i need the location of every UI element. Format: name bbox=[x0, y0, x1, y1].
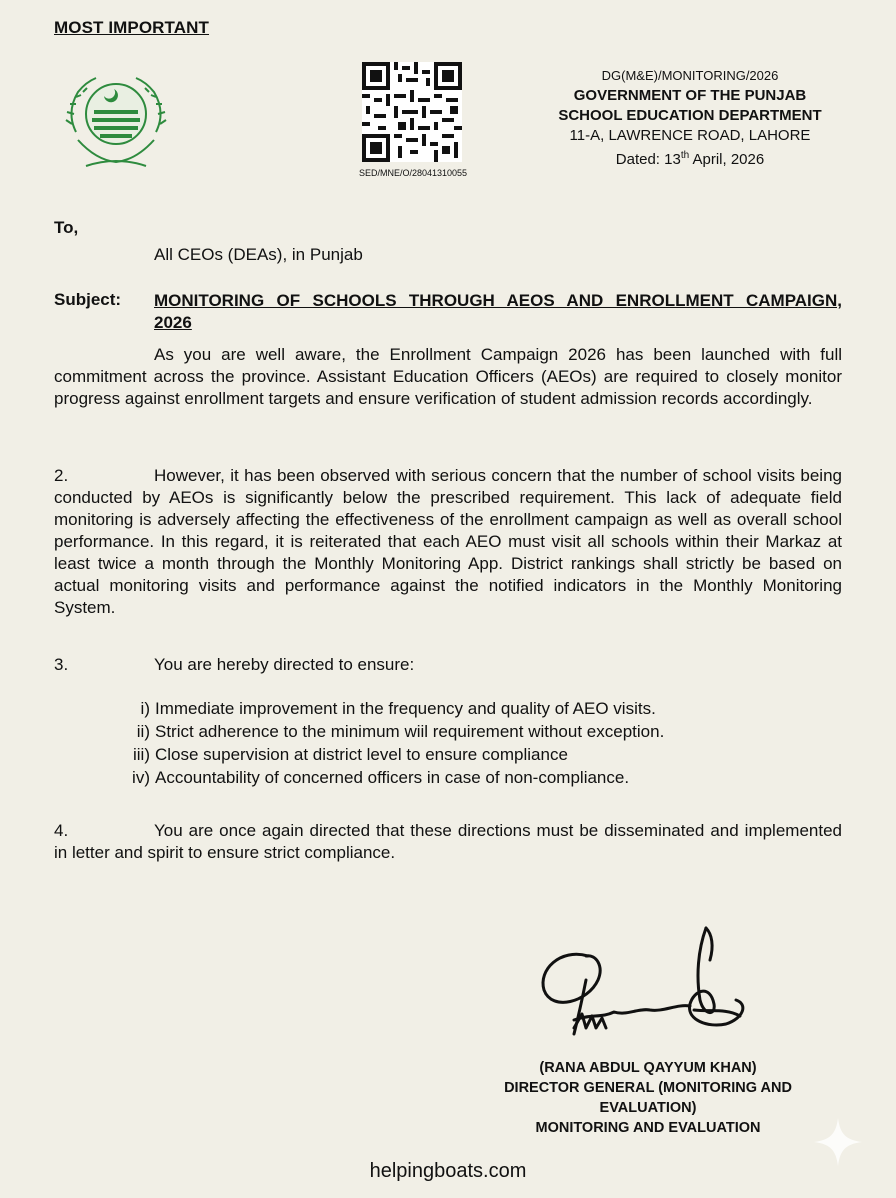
subject-line-2: 2026 bbox=[154, 313, 192, 332]
signatory-office: MONITORING AND EVALUATION bbox=[535, 1120, 761, 1136]
qr-code bbox=[362, 62, 462, 162]
to-label: To, bbox=[54, 218, 79, 237]
department-name: SCHOOL EDUCATION DEPARTMENT bbox=[558, 107, 822, 124]
subject-label: Subject: bbox=[54, 290, 122, 309]
paragraph-4-number: 4. bbox=[54, 821, 69, 840]
qr-caption: SED/MNE/O/28041310055 bbox=[358, 168, 468, 178]
signatory-name: (RANA ABDUL QAYYUM KHAN) bbox=[539, 1060, 757, 1076]
subject-line-1: MONITORING OF SCHOOLS THROUGH AEOS AND ENROLLMENT CAMPAIGN, bbox=[154, 291, 842, 310]
paragraph-3: 3. You are hereby directed to ensure: bbox=[54, 655, 415, 674]
paragraph-2: 2. However, it has been observed with serious concern that the number of school visits being conducted by AEOs is significantly below the prescribed requirement. This lack of adequate field monitoring is adversely affecting the effectiveness of the enrollment campaign as well as overall school performance. In this regard, it is reiterated that each AEO must visit all schools within their Markaz at least twice a month through the Monthly Monitoring App. District rankings shall strictly be based on actual monitoring visits and performance against the notified indicators in the Monthly Monitoring System. bbox=[54, 466, 842, 617]
letterhead bbox=[540, 66, 840, 170]
signatory-block bbox=[480, 1058, 816, 1138]
signature bbox=[530, 920, 760, 1050]
department-address: 11-A, LAWRENCE ROAD, LAHORE bbox=[569, 127, 811, 144]
punjab-emblem-logo bbox=[56, 62, 176, 174]
recipient: All CEOs (DEAs), in Punjab bbox=[154, 245, 363, 264]
paragraph-3-number: 3. bbox=[54, 655, 69, 674]
list-item: ii) Strict adherence to the minimum wiil requirement without exception. bbox=[136, 722, 665, 741]
directions-list bbox=[120, 697, 664, 789]
reference-number: DG(M&E)/MONITORING/2026 bbox=[601, 68, 779, 83]
government-name: GOVERNMENT OF THE PUNJAB bbox=[573, 87, 807, 104]
paragraph-2-number: 2. bbox=[54, 466, 69, 485]
letter-date: Dated: 13th April, 2026 bbox=[615, 150, 765, 168]
list-item: i) Immediate improvement in the frequency and quality of AEO visits. bbox=[140, 699, 656, 718]
footer-website: helpingboats.com bbox=[369, 1160, 527, 1182]
paragraph-4: 4. You are once again directed that these directions must be disseminated and implemented in letter and spirit to ensure strict compliance. bbox=[54, 821, 842, 862]
list-item: iv) Accountability of concerned officers in case of non-compliance. bbox=[132, 768, 630, 787]
signatory-title-line-1: DIRECTOR GENERAL (MONITORING AND bbox=[504, 1080, 792, 1096]
list-item: iii) Close supervision at district level to ensure compliance bbox=[133, 745, 568, 764]
paragraph-1: As you are well aware, the Enrollment Campaign 2026 has been launched with full commitment across the province. Assistant Education Officers (AEOs) are required to closely monitor progress against enrollment targets and ensure verification of student admission records accordingly. bbox=[54, 345, 842, 408]
signatory-title-line-2: EVALUATION) bbox=[599, 1100, 697, 1116]
most-important-label: MOST IMPORTANT bbox=[54, 18, 210, 37]
